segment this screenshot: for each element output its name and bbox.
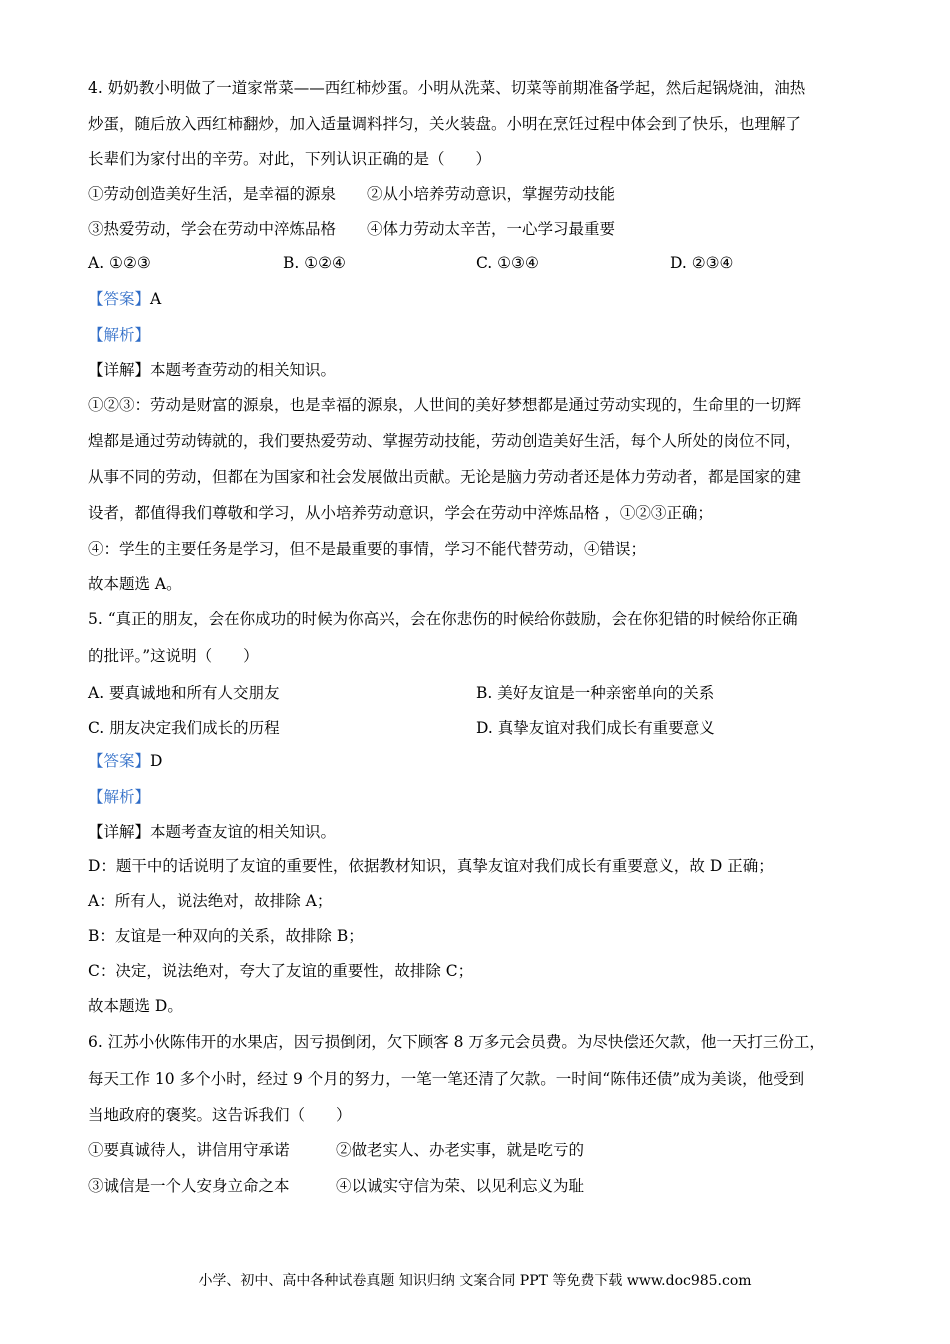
q4-detail-line-4: 从事不同的劳动，但都在为国家和社会发展做出贡献。无论是脑力劳动者还是体力劳动者，都是国家的建 — [88, 468, 802, 486]
q5-answer-line — [88, 751, 162, 771]
q6-stem-line-1: 6. 江苏小伙陈伟开的水果店，因亏损倒闭，欠下顾客 8 万多元会员费。为尽快偿还欠款，他一天打三份工， — [88, 1033, 825, 1051]
q5-detail-line-4: B：友谊是一种双向的关系，故排除 B； — [88, 927, 364, 945]
q5-detail-line-1: 【详解】本题考查友谊的相关知识。 — [88, 823, 337, 841]
q5-detail-line-6: 故本题选 D。 — [88, 997, 183, 1015]
q5-option-b: B. 美好友谊是一种亲密单向的关系 — [476, 684, 715, 702]
answer-tag: 【答案】 — [88, 752, 151, 770]
q4-option-b: B. ①②④ — [283, 254, 346, 272]
q6-stem-line-2: 每天工作 10 多个小时，经过 9 个月的努力，一笔一笔还清了欠款。一时间“陈伟还债”成为美谈，他受到 — [88, 1070, 805, 1088]
q4-detail-line-7: 故本题选 A。 — [88, 575, 182, 593]
q4-statement-2: ③热爱劳动，学会在劳动中淬炼品格 ④体力劳动太辛苦，一心学习最重要 — [88, 220, 616, 238]
q6-statement-2: ③诚信是一个人安身立命之本 ④以诚实守信为荣、以见利忘义为耻 — [88, 1177, 585, 1195]
answer-value: A — [150, 290, 162, 308]
q6-statement-1: ①要真诚待人，讲信用守承诺 ②做老实人、办老实事，就是吃亏的 — [88, 1141, 585, 1159]
q5-detail-line-2: D：题干中的话说明了友谊的重要性，依据教材知识，真挚友谊对我们成长有重要意义，故 D 正确； — [88, 857, 774, 875]
q4-option-d: D. ②③④ — [670, 254, 734, 272]
q5-stem-line-2: 的批评。”这说明（ ） — [88, 647, 259, 665]
page-footer: 小学、初中、高中各种试卷真题 知识归纳 文案合同 PPT 等免费下载 www.doc985.com — [198, 1273, 752, 1289]
q4-detail-line-5: 设者，都值得我们尊敬和学习，从小培养劳动意识，学会在劳动中淬炼品格 ，①②③正确； — [88, 504, 713, 522]
analysis-tag: 【解析】 — [88, 788, 151, 806]
q4-detail-line-3: 煌都是通过劳动铸就的，我们要热爱劳动、掌握劳动技能，劳动创造美好生活，每个人所处的岗位不同， — [88, 432, 802, 450]
q4-detail-line-6: ④：学生的主要任务是学习，但不是最重要的事情，学习不能代替劳动，④错误； — [88, 540, 647, 558]
answer-value: D — [150, 752, 163, 770]
analysis-tag: 【解析】 — [88, 326, 151, 344]
q5-option-c: C. 朋友决定我们成长的历程 — [88, 719, 280, 737]
q6-stem-line-3: 当地政府的褒奖。这告诉我们（ ） — [88, 1106, 352, 1124]
answer-tag: 【答案】 — [88, 290, 151, 308]
q4-option-a: A. ①②③ — [88, 254, 151, 272]
q4-answer-line — [88, 289, 161, 309]
q4-detail-line-1: 【详解】本题考查劳动的相关知识。 — [88, 361, 337, 379]
q5-option-d: D. 真挚友谊对我们成长有重要意义 — [476, 719, 715, 737]
q5-option-a: A. 要真诚地和所有人交朋友 — [88, 684, 280, 702]
q5-stem-line-1: 5. “真正的朋友，会在你成功的时候为你高兴，会在你悲伤的时候给你鼓励，会在你犯错的时候给你正确 — [88, 610, 798, 628]
q5-detail-line-3: A：所有人，说法绝对，故排除 A； — [88, 892, 333, 910]
q4-stem-line-3: 长辈们为家付出的辛劳。对此，下列认识正确的是（ ） — [88, 150, 492, 168]
q4-stem-line-1: 4. 奶奶教小明做了一道家常菜——西红柿炒蛋。小明从洗菜、切菜等前期准备学起，然后起锅烧油，油热 — [88, 79, 806, 97]
q4-detail-line-2: ①②③：劳动是财富的源泉，也是幸福的源泉，人世间的美好梦想都是通过劳动实现的，生命里的一切辉 — [88, 396, 802, 414]
q4-option-c: C. ①③④ — [476, 254, 539, 272]
q5-detail-line-5: C：决定，说法绝对，夸大了友谊的重要性，故排除 C； — [88, 962, 474, 980]
q4-stem-line-2: 炒蛋，随后放入西红柿翻炒，加入适量调料拌匀，关火装盘。小明在烹饪过程中体会到了快乐，也理解了 — [88, 115, 802, 133]
q4-statement-1: ①劳动创造美好生活，是幸福的源泉 ②从小培养劳动意识，掌握劳动技能 — [88, 185, 616, 203]
